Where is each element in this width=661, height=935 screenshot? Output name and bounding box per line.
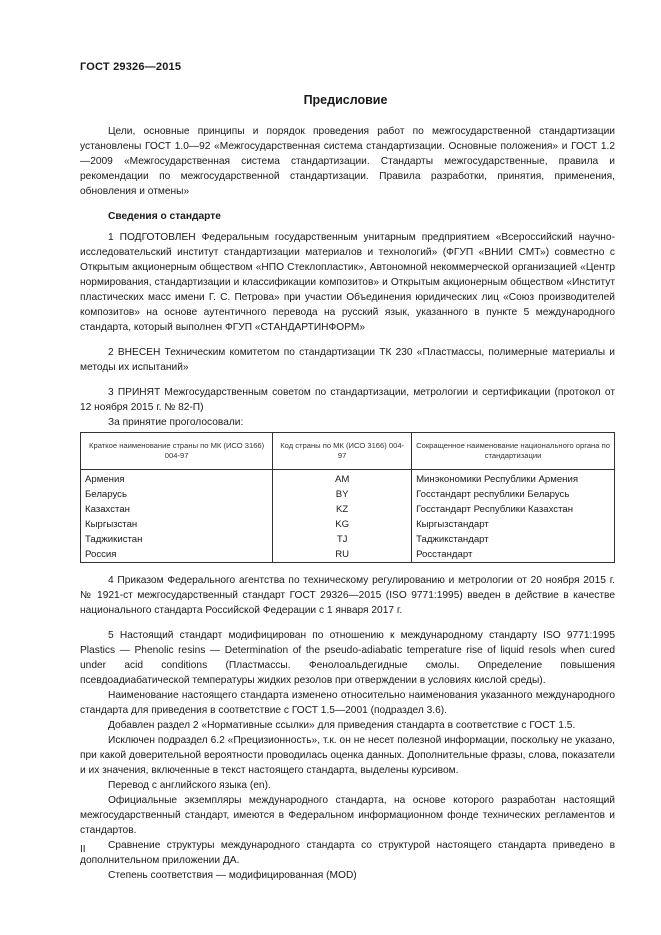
country-code: BY: [273, 487, 412, 502]
paragraph-translation: Перевод с английского языка (en).: [108, 780, 271, 791]
table-header-authority: Сокращенное наименование национального органа по стандартизации: [412, 433, 615, 470]
country-name: Беларусь: [81, 487, 273, 502]
table-row: [81, 547, 615, 563]
page-number: II: [80, 844, 86, 855]
table-row: [81, 487, 615, 502]
page-title: Предисловие: [303, 93, 388, 107]
item-enacted: 4 Приказом Федерального агентства по техническому регулированию и метрологии от 20 ноября 2015 г. № 1921-ст межгосударственный стандарт ГОСТ 29326—2015 (ISO 9771:1995) введен в действие в качестве национального стандарта Российской Федерации с 1 января 2017 г.: [80, 575, 615, 616]
country-code: AM: [273, 470, 412, 488]
country-name: Таджикистан: [81, 532, 273, 547]
country-code: KZ: [273, 502, 412, 517]
table-header-country: Краткое наименование страны по МК (ИСО 3166) 004-97: [81, 433, 273, 470]
table-header-code: Код страны по МК (ИСО 3166) 004- 97: [273, 433, 412, 470]
paragraph-official-copies: Официальные экземпляры международного стандарта, на основе которого разработан настоящий межгосударственный стандарт, имеются в Федеральном информационном фонде технических регламентов и стандартов.: [80, 795, 615, 836]
country-name: Россия: [81, 547, 273, 563]
paragraph-section-excluded: Исключен подраздел 6.2 «Прецизионность», т.к. он не несет полезной информации, поскольку не указано, при какой доверительной вероятности проводилась оценка данных. Дополнительные фразы, слова, показатели и их значения, включенные в текст настоящего стандарта, выделены курсивом.: [80, 735, 615, 776]
standards-body: Госстандарт Республики Казахстан: [412, 502, 615, 517]
item-submitted: 2 ВНЕСЕН Техническим комитетом по стандартизации ТК 230 «Пластмассы, полимерные материалы и методы их испытаний»: [80, 347, 615, 373]
intro-paragraph: Цели, основные принципы и порядок проведения работ по межгосударственной стандартизации установлены ГОСТ 1.0—92 «Межгосударственная система стандартизации. Основные положения» и ГОСТ 1.2—2009 «Межгосударственная система стандартизации. Стандарты межгосударственные, правила и рекомендации по межгосударственной стандартизации. Правила разработки, принятия, применения, обновления и отмены»: [80, 126, 615, 197]
country-code: KG: [273, 517, 412, 532]
country-name: Кыргызстан: [81, 517, 273, 532]
country-code: TJ: [273, 532, 412, 547]
standards-body: Госстандарт республики Беларусь: [412, 487, 615, 502]
table-row: [81, 470, 615, 488]
country-code: RU: [273, 547, 412, 563]
voting-countries-table: [80, 432, 615, 563]
table-row: [81, 517, 615, 532]
paragraph-degree: Степень соответствия — модифицированная (MOD): [108, 870, 357, 881]
section-heading: Сведения о стандарте: [108, 211, 221, 222]
country-name: Армения: [81, 470, 273, 488]
standards-body: Росстандарт: [412, 547, 615, 563]
table-row: [81, 502, 615, 517]
item-adopted: 3 ПРИНЯТ Межгосударственным советом по стандартизации, метрологии и сертификации (протокол от 12 ноября 2015 г. № 82-П): [80, 387, 615, 413]
item-prepared: 1 ПОДГОТОВЛЕН Федеральным государственным унитарным предприятием «Всероссийский научно-исследовательский институт стандартизации материалов и технологий» (ФГУП «ВНИИ СМТ») совместно с Открытым акционерным обществом «НПО Стеклопластик», Автономной некоммерческой организацией «Центр нормирования, стандартизации и классификации композитов» и Открытым акционерным обществом «Институт пластических масс имени Г. С. Петрова» при участии Объединения юридических лиц «Союз производителей композитов» на основе аутентичного перевода на русский язык, указанного в пункте 5 международного стандарта, который выполнен ФГУП «СТАНДАРТИНФОРМ»: [80, 232, 615, 333]
item-modified: 5 Настоящий стандарт модифицирован по отношению к международному стандарту ISO 9771:1995 Plastics — Phenolic resins — Determination of the pseudo-adiabatic temperature rise of liquid resols when cured under acid conditions (Пластмассы. Фенолоальдегидные смолы. Определение повышения псевдоадиабатической температуры жидких резолов при отверждении в условиях кислой среды).: [80, 630, 615, 686]
standards-body: Таджикстандарт: [412, 532, 615, 547]
standards-body: Минэкономики Республики Армения: [412, 470, 615, 488]
foreword-body: [80, 124, 615, 883]
document-code: ГОСТ 29326—2015: [80, 61, 182, 73]
paragraph-structure-comparison: Сравнение структуры международного стандарта со структурой настоящего стандарта приведено в дополнительном приложении ДА.: [80, 840, 615, 866]
voted-label: За принятие проголосовали:: [108, 417, 244, 428]
table-header-row: [81, 433, 615, 470]
standards-body: Кыргызстандарт: [412, 517, 615, 532]
country-name: Казахстан: [81, 502, 273, 517]
table-row: [81, 532, 615, 547]
paragraph-section-added: Добавлен раздел 2 «Нормативные ссылки» для приведения стандарта в соответствие с ГОСТ 1.5.: [108, 720, 576, 731]
paragraph-name-change: Наименование настоящего стандарта изменено относительно наименования указанного международного стандарта для приведения в соответствие с ГОСТ 1.5—2001 (подраздел 3.6).: [80, 690, 615, 716]
